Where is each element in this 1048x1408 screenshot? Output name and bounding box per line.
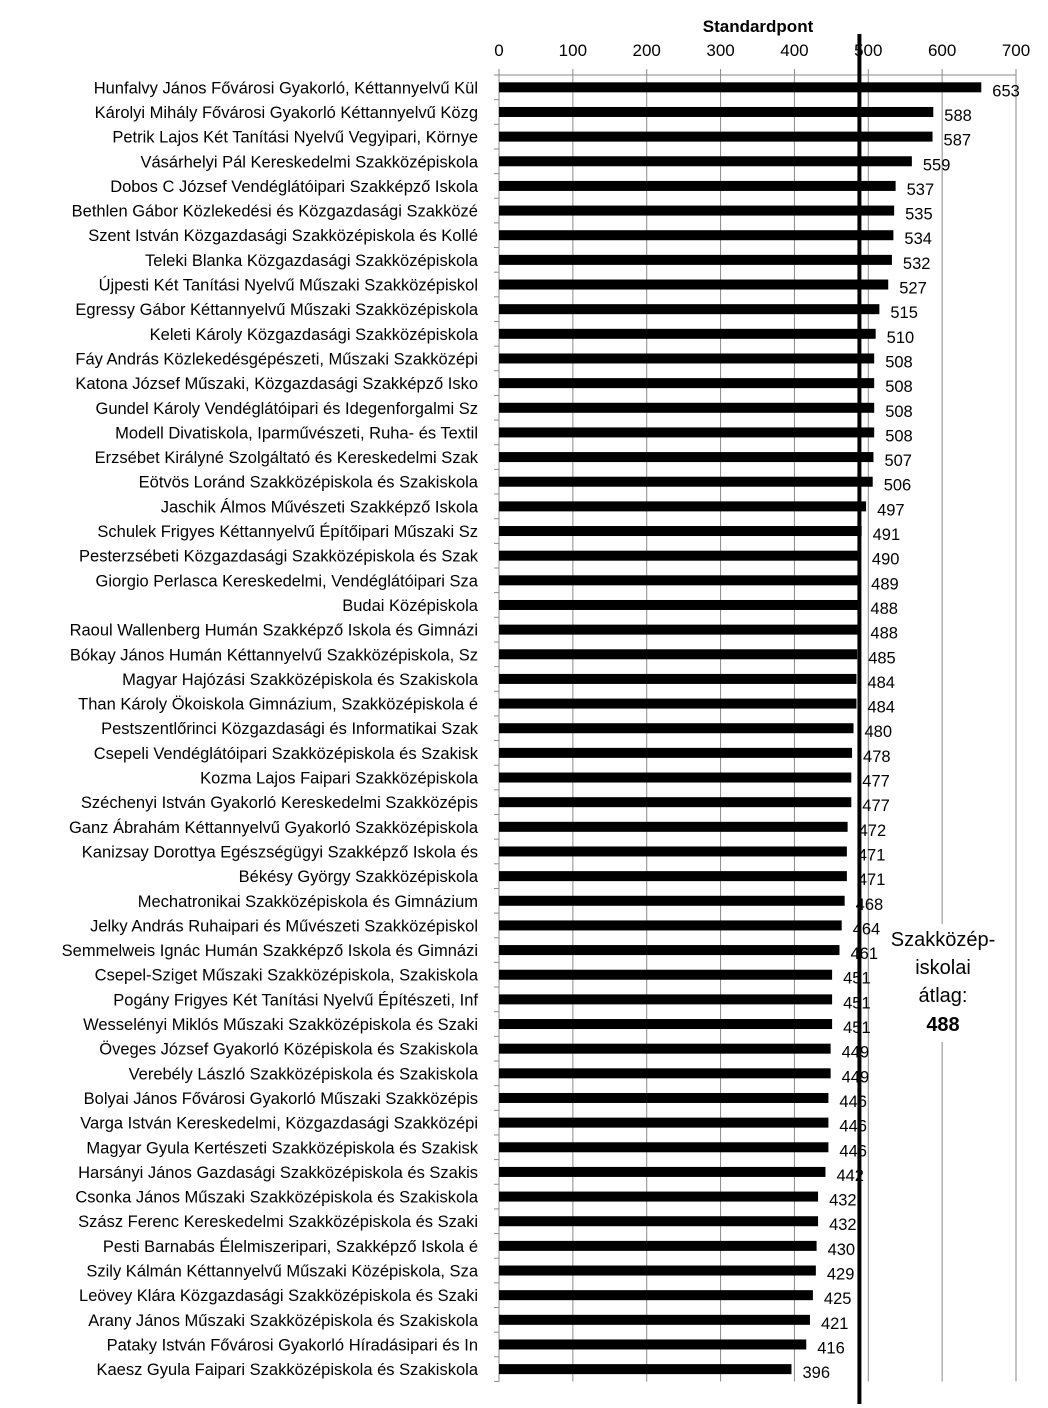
data-label: 653	[992, 82, 1020, 101]
bar	[499, 304, 879, 314]
bar	[499, 600, 859, 610]
bar	[499, 920, 842, 930]
bar	[499, 452, 873, 462]
category-label: Bolyai János Fővárosi Gyakorló Műszaki Szakközépis	[83, 1089, 478, 1108]
bar	[499, 378, 874, 388]
data-label: 449	[841, 1043, 870, 1062]
data-label: 430	[827, 1240, 856, 1259]
bar	[499, 132, 933, 142]
category-label: Öveges József Gyakorló Középiskola és Szakiskola	[99, 1040, 478, 1059]
category-label: Károlyi Mihály Fővárosi Gyakorló Kéttannyelvű Közg	[94, 103, 478, 122]
data-label: 491	[872, 526, 901, 545]
x-axis	[494, 17, 1030, 75]
bar	[499, 822, 848, 832]
category-label: Csonka János Műszaki Szakközépiskola és Szakiskola	[75, 1188, 478, 1207]
x-tick-label: 400	[780, 41, 809, 60]
x-axis-label: Standardpont	[702, 17, 814, 36]
bar	[499, 846, 847, 856]
data-label: 425	[823, 1290, 852, 1309]
data-label: 478	[863, 747, 891, 766]
average-label-line-3: átlag:	[918, 985, 968, 1007]
data-label: 508	[885, 427, 913, 446]
category-label: Csepel-Sziget Műszaki Szakközépiskola, Szakiskola	[94, 966, 478, 985]
category-label: Verebély László Szakközépiskola és Szakiskola	[128, 1065, 478, 1084]
category-label: Magyar Hajózási Szakközépiskola és Szakiskola	[122, 670, 478, 689]
data-label: 537	[906, 180, 935, 199]
bar	[499, 674, 856, 684]
category-label: Modell Divatiskola, Iparművészeti, Ruha- és Textil	[115, 424, 478, 443]
data-label: 421	[820, 1314, 849, 1333]
data-label: 432	[829, 1191, 857, 1210]
bar	[499, 526, 862, 536]
category-label: Pogány Frigyes Két Tanítási Nyelvű Építészeti, Inf	[113, 991, 478, 1010]
bar	[499, 896, 845, 906]
bar	[499, 1216, 818, 1226]
data-label: 535	[905, 205, 933, 224]
bar	[499, 575, 860, 585]
category-label: Pestszentlőrinci Közgazdasági és Informatikai Szak	[101, 720, 478, 739]
category-label: Pesti Barnabás Élelmiszeripari, Szakképző Iskola é	[102, 1237, 478, 1256]
bar	[499, 1315, 810, 1325]
data-label: 446	[839, 1092, 867, 1111]
category-label: Pataky István Fővárosi Gyakorló Híradásipari és In	[106, 1336, 478, 1355]
bar	[499, 1266, 816, 1276]
data-label: 532	[902, 254, 931, 273]
data-label: 510	[886, 328, 915, 347]
category-label: Egressy Gábor Kéttannyelvű Műszaki Szakközépiskola	[75, 301, 478, 320]
data-label: 461	[850, 945, 879, 964]
x-tick-label: 500	[854, 41, 883, 60]
category-label: Than Károly Ökoiskola Gimnázium, Szakközépiskola é	[78, 695, 478, 714]
data-label: 527	[899, 279, 927, 298]
bar	[499, 1093, 828, 1103]
data-label: 451	[843, 969, 871, 988]
bar	[499, 773, 851, 783]
data-label: 468	[855, 895, 884, 914]
bar	[499, 1142, 828, 1152]
bar	[499, 501, 866, 511]
data-label: 464	[852, 920, 881, 939]
category-label: Csepeli Vendéglátóipari Szakközépiskola és Szakisk	[93, 744, 478, 763]
bar	[499, 551, 861, 561]
data-label: 432	[829, 1216, 857, 1235]
bar	[499, 82, 981, 92]
category-label: Keleti Károly Közgazdasági Szakközépiskola	[149, 325, 478, 344]
category-label: Semmelweis Ignác Humán Szakképző Iskola és Gimnázi	[61, 942, 478, 961]
data-label: 515	[890, 304, 918, 323]
category-label: Harsányi János Gazdasági Szakközépiskola és Szakis	[78, 1163, 478, 1182]
category-label: Budai Középiskola	[342, 596, 478, 615]
data-label: 587	[943, 131, 972, 150]
x-tick-label: 100	[558, 41, 588, 60]
bar	[499, 156, 912, 166]
category-label: Újpesti Két Tanítási Nyelvű Műszaki Szakközépiskol	[98, 276, 478, 295]
data-label: 497	[877, 501, 905, 520]
data-label: 506	[883, 476, 912, 495]
data-label: 449	[841, 1068, 870, 1087]
bar	[499, 945, 839, 955]
bar	[499, 206, 894, 216]
category-label: Jaschik Álmos Művészeti Szakképző Iskola	[160, 498, 478, 517]
data-label: 446	[839, 1117, 867, 1136]
bar	[499, 1118, 828, 1128]
bar	[499, 1019, 832, 1029]
data-label: 508	[885, 402, 913, 421]
data-label: 484	[867, 698, 895, 717]
data-label: 488	[870, 599, 898, 618]
bar	[499, 723, 854, 733]
data-label: 429	[826, 1265, 855, 1284]
category-label: Raoul Wallenberg Humán Szakképző Iskola és Gimnázi	[69, 621, 478, 640]
category-label: Mechatronikai Szakközépiskola és Gimnázium	[137, 892, 478, 911]
data-label: 485	[868, 649, 896, 668]
bar	[499, 1290, 813, 1300]
data-label: 484	[867, 673, 895, 692]
category-label: Szász Ferenc Kereskedelmi Szakközépiskola és Szaki	[78, 1213, 478, 1232]
category-label: Wesselényi Miklós Műszaki Szakközépiskola és Szaki	[83, 1016, 478, 1035]
bar	[499, 1192, 818, 1202]
average-label-line-1: Szakközép-	[890, 929, 996, 951]
bar	[499, 625, 859, 635]
bar	[499, 649, 857, 659]
data-label: 396	[802, 1364, 831, 1383]
category-label: Békésy György Szakközépiskola	[238, 868, 478, 887]
data-label: 480	[864, 723, 893, 742]
data-label: 488	[870, 624, 898, 643]
data-label: 507	[884, 452, 912, 471]
category-label: Teleki Blanka Közgazdasági Szakközépiskola	[145, 251, 478, 270]
data-label: 477	[862, 797, 890, 816]
bar	[499, 181, 896, 191]
bar	[499, 871, 847, 881]
category-label: Jelky András Ruhaipari és Művészeti Szakközépiskol	[90, 917, 478, 936]
category-label: Bethlen Gábor Közlekedési és Közgazdasági Szakközé	[71, 202, 478, 221]
category-label: Ganz Ábrahám Kéttannyelvű Gyakorló Szakközépiskola	[68, 818, 478, 837]
category-label: Giorgio Perlasca Kereskedelmi, Vendéglátóipari Sza	[95, 572, 478, 591]
category-label: Bókay János Humán Kéttannyelvű Szakközépiskola, Sz	[69, 646, 478, 665]
data-label: 508	[885, 378, 913, 397]
data-label: 472	[858, 821, 887, 840]
x-tick-label: 600	[927, 41, 957, 60]
bar	[499, 1167, 825, 1177]
data-label: 446	[839, 1142, 867, 1161]
category-label: Schulek Frigyes Kéttannyelvű Építőipari Műszaki Sz	[97, 523, 478, 542]
bar	[499, 1364, 791, 1374]
data-label: 451	[843, 1019, 871, 1038]
data-label: 489	[871, 575, 899, 594]
category-label: Fáy András Közlekedésgépészeti, Műszaki Szakközépi	[75, 350, 478, 369]
data-label: 451	[843, 994, 871, 1013]
category-label: Varga István Kereskedelmi, Közgazdasági Szakközépi	[80, 1114, 478, 1133]
bar	[499, 107, 933, 117]
category-label: Hunfalvy János Fővárosi Gyakorló, Kéttannyelvű Kül	[93, 79, 478, 98]
data-label: 416	[817, 1339, 845, 1358]
data-label: 442	[836, 1166, 864, 1185]
category-label: Kozma Lajos Faipari Szakközépiskola	[200, 769, 478, 788]
data-label: 471	[857, 846, 886, 865]
bar	[499, 970, 832, 980]
data-label: 490	[871, 550, 900, 569]
bar	[499, 699, 856, 709]
bar	[499, 427, 874, 437]
y-axis	[62, 75, 499, 1381]
category-label: Pesterzsébeti Közgazdasági Szakközépiskola és Szak	[79, 547, 478, 566]
data-label: 588	[944, 106, 972, 125]
x-tick-label: 700	[1001, 41, 1031, 60]
bar	[499, 748, 852, 758]
average-label-line-2: iskolai	[915, 957, 971, 979]
data-label: 559	[922, 156, 951, 175]
category-label: Magyar Gyula Kertészeti Szakközépiskola és Szakisk	[86, 1139, 478, 1158]
category-label: Leövey Klára Közgazdasági Szakközépiskola és Szaki	[79, 1287, 478, 1306]
data-label: 508	[885, 353, 913, 372]
bar	[499, 230, 893, 240]
bar	[499, 280, 888, 290]
bar	[499, 329, 876, 339]
bar	[499, 477, 873, 487]
category-label: Arany János Műszaki Szakközépiskola és Szakiskola	[88, 1311, 478, 1330]
category-label: Szily Kálmán Kéttannyelvű Műszaki Középiskola, Sza	[86, 1262, 478, 1281]
bar	[499, 1044, 831, 1054]
bar	[499, 797, 851, 807]
category-label: Erzsébet Királyné Szolgáltató és Kereskedelmi Szak	[94, 449, 478, 468]
category-label: Petrik Lajos Két Tanítási Nyelvű Vegyipari, Környe	[112, 128, 478, 147]
x-tick-label: 300	[706, 41, 735, 60]
x-tick-label: 0	[494, 41, 504, 60]
category-label: Eötvös Loránd Szakközépiskola és Szakiskola	[138, 473, 478, 492]
category-label: Dobos C József Vendéglátóipari Szakképző Iskola	[110, 177, 478, 196]
category-label: Kanizsay Dorottya Egészségügyi Szakképző Iskola és	[81, 843, 478, 862]
category-label: Széchenyi István Gyakorló Kereskedelmi Szakközépis	[80, 794, 478, 813]
bar	[499, 255, 892, 265]
bar	[499, 1068, 831, 1078]
data-label: 477	[862, 772, 890, 791]
bar	[499, 1241, 817, 1251]
x-tick-label: 200	[632, 41, 661, 60]
category-label: Vásárhelyi Pál Kereskedelmi Szakközépiskola	[140, 153, 478, 172]
data-label: 534	[904, 230, 932, 249]
average-label-value: 488	[926, 1014, 960, 1036]
category-label: Gundel Károly Vendéglátóipari és Idegenforgalmi Sz	[95, 399, 478, 418]
bar	[499, 403, 874, 413]
bar	[499, 1339, 806, 1349]
bars	[499, 82, 981, 1374]
bar	[499, 994, 832, 1004]
data-label: 471	[857, 871, 886, 890]
bar	[499, 353, 874, 363]
category-label: Kaesz Gyula Faipari Szakközépiskola és Szakiskola	[96, 1361, 478, 1380]
category-label: Katona József Műszaki, Közgazdasági Szakképző Isko	[75, 375, 478, 394]
category-label: Szent István Közgazdasági Szakközépiskola és Kollé	[88, 227, 478, 246]
